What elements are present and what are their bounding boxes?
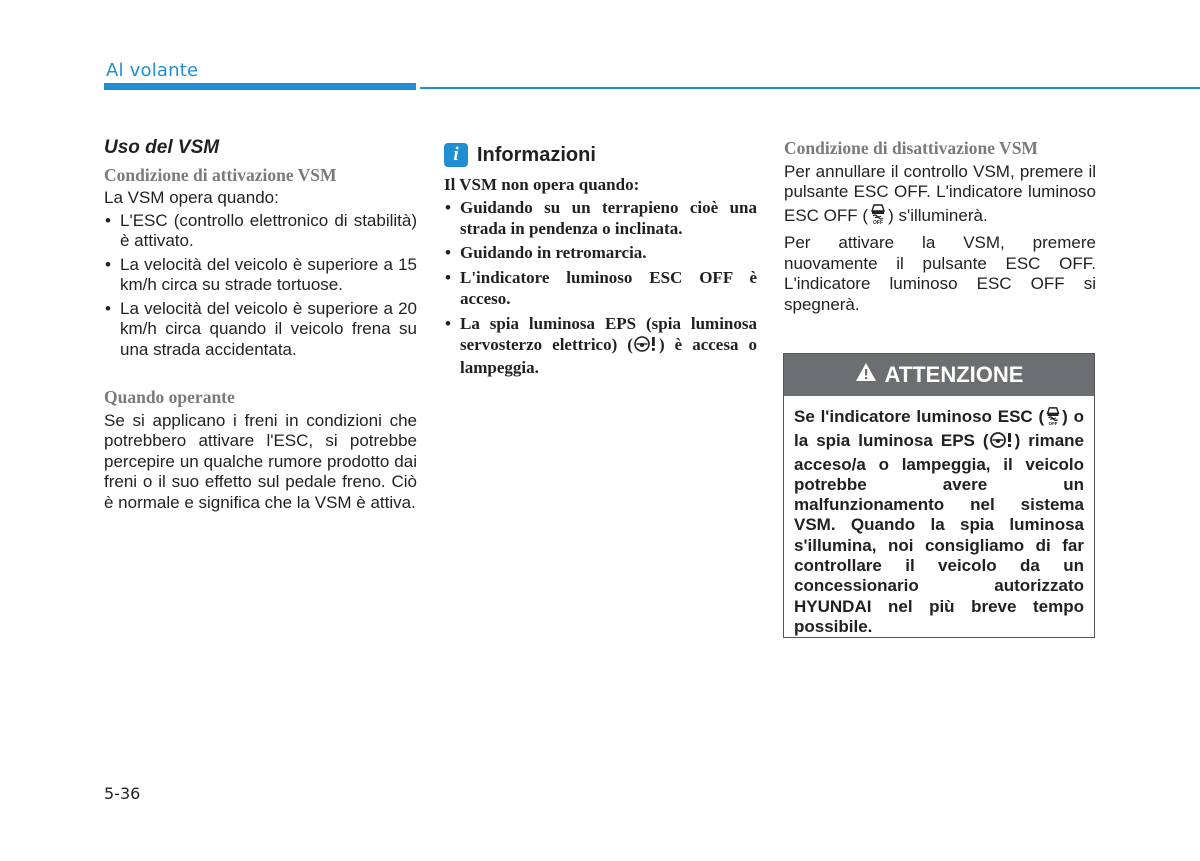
warning-header [784, 354, 1094, 396]
warning-text: ) o la spia luminosa EPS ( [794, 407, 1084, 451]
svg-text:OFF: OFF [873, 219, 884, 225]
esc-off-indicator-icon [868, 203, 888, 231]
eps-warning-icon [989, 431, 1015, 454]
info-column [444, 143, 757, 383]
warning-triangle-icon [855, 362, 877, 388]
eps-warning-icon [633, 335, 659, 359]
deactivation-heading: Condizione di disattivazione VSM [784, 138, 1038, 158]
list-item [444, 314, 757, 379]
warning-body [784, 396, 1094, 637]
list-item: • L'ESC (controllo elettronico di stabilità) è attivato. [104, 211, 417, 252]
warning-title: ATTENZIONE [884, 362, 1024, 387]
info-icon: i [444, 143, 468, 167]
header-rule-thin [420, 87, 1200, 89]
header-rule-thick [104, 83, 416, 90]
info-list [444, 198, 757, 379]
list-item: • La velocità del veicolo è superiore a 15 km/h circa su strade tortuose. [104, 255, 417, 296]
page-number: 5-36 [104, 784, 141, 803]
operating-text: Se si applicano i freni in condizioni che potrebbero attivare l'ESC, si potrebbe percepire un qualche rumore prodotto dai freni o il suo effetto sul pedale freno. Ciò è normale e significa che la VSM è attiva. [104, 410, 417, 512]
activation-heading: Condizione di attivazione VSM [104, 164, 337, 185]
section-title: Al volante [106, 60, 199, 81]
info-item-text: La spia luminosa EPS (spia luminosa servosterzo elettrico) ( [460, 313, 757, 354]
info-header [444, 143, 757, 167]
info-title: Informazioni [477, 143, 596, 166]
svg-text:OFF: OFF [1048, 421, 1058, 426]
operating-heading: Quando operante [104, 387, 235, 407]
info-body [444, 175, 757, 379]
left-column [104, 138, 417, 513]
info-intro: Il VSM non opera quando: [444, 175, 640, 194]
vsm-usage-title: Uso del VSM [104, 137, 220, 158]
list-item: • L'indicatore luminoso ESC OFF è acceso. [444, 268, 757, 310]
deactivation-para-1 [784, 162, 1096, 231]
esc-off-indicator-icon [1044, 406, 1062, 431]
list-item: • Guidando su un terrapieno cioè una strada in pendenza o inclinata. [444, 198, 757, 240]
right-column [784, 138, 1096, 315]
activation-intro: La VSM opera quando: [104, 188, 279, 207]
warning-text: Se l'indicatore luminoso ESC ( [794, 407, 1045, 426]
list-item: • La velocità del veicolo è superiore a 20 km/h circa quando il veicolo frena su una strada accidentata. [104, 299, 417, 361]
list-item: • Guidando in retromarcia. [444, 243, 757, 264]
para1-text: ) s'illuminerà. [888, 205, 988, 225]
para1-text: Per annullare il controllo VSM, premere il pulsante ESC OFF. L'indicatore luminoso ESC OFF ( [784, 161, 1096, 225]
warning-box [783, 353, 1095, 638]
activation-list [104, 211, 417, 361]
deactivation-para-2: Per attivare la VSM, premere nuovamente il pulsante ESC OFF. L'indicatore luminoso ESC OFF si spegnerà. [784, 233, 1096, 314]
warning-text: ) rimane acceso/a o lampeggia, il veicolo potrebbe avere un malfunzionamento nel sistema VSM. Quando la spia luminosa s'illumina, noi consigliamo di far controllare il veicolo da un concessionario autorizzato HYUNDAI nel più breve tempo possibile. [794, 431, 1085, 636]
info-item-text: ) è accesa o lampeggia. [460, 334, 757, 378]
